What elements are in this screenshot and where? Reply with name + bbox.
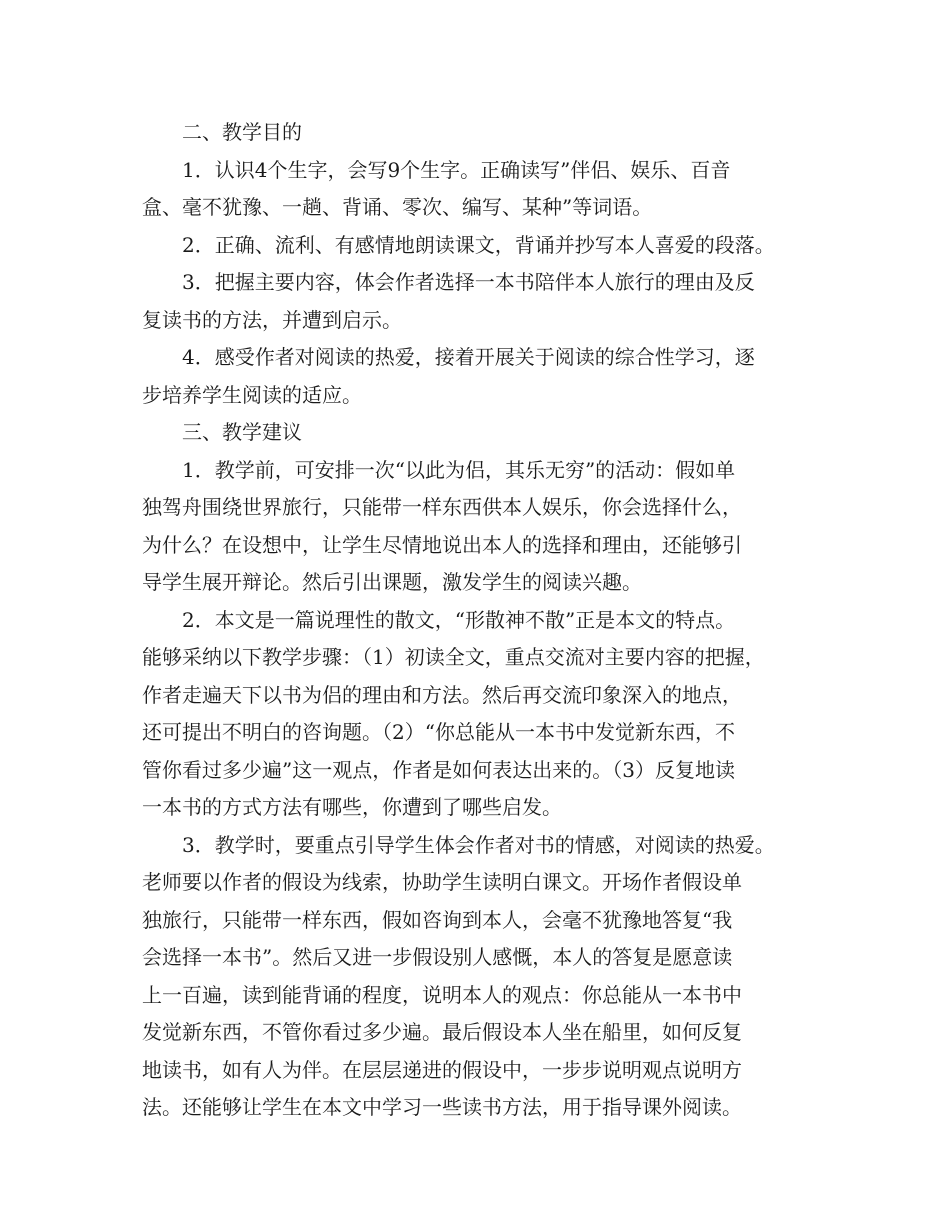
paragraph-line: 3．把握主要内容，体会作者选择一本书陪伴本人旅行的理由及反 bbox=[182, 270, 755, 294]
paragraph-line: 2．本文是一篇说理性的散文，“形散神不散”正是本文的特点。 bbox=[182, 607, 736, 632]
paragraph-line: 法。还能够让学生在本文中学习一些读书方法，用于指导课外阅读。 bbox=[142, 1095, 742, 1119]
paragraph-line: 会选择一本书”。然后又进一步假设别人感慨，本人的答复是愿意读 bbox=[142, 945, 733, 969]
paragraph-line: 步培养学生阅读的适应。 bbox=[142, 382, 362, 407]
paragraph-line: 独旅行，只能带一样东西，假如咨询到本人，会毫不犹豫地答复“我 bbox=[142, 907, 733, 932]
paragraph-line: 1．认识4个生字，会写9个生字。正确读写”伴侣、娱乐、百音 bbox=[182, 157, 731, 182]
paragraph-line: 盒、毫不犹豫、一趟、背诵、零次、编写、某种”等词语。 bbox=[142, 195, 653, 219]
paragraph-line: 导学生展开辩论。然后引出课题，激发学生的阅读兴趣。 bbox=[142, 570, 642, 594]
paragraph-line: 2．正确、流利、有感情地朗读课文，背诵并抄写本人喜爱的段落。 bbox=[182, 232, 775, 257]
paragraph-line: 复读书的方法，并遭到启示。 bbox=[142, 307, 402, 332]
heading-teaching-suggestions: 三、教学建议 bbox=[182, 420, 302, 444]
paragraph-line: 发觉新东西，不管你看过多少遍。最后假设本人坐在船里，如何反复 bbox=[142, 1020, 742, 1044]
paragraph-line: 地读书，如有人为伴。在层层递进的假设中，一步步说明观点说明方 bbox=[142, 1057, 742, 1082]
paragraph-line: 独驾舟围绕世界旅行，只能带一样东西供本人娱乐，你会选择什么， bbox=[142, 495, 742, 519]
paragraph-line: 管你看过多少遍”这一观点，作者是如何表达出来的。（3）反复地读 bbox=[142, 757, 735, 782]
paragraph-line: 上一百遍，读到能背诵的程度，说明本人的观点：你总能从一本书中 bbox=[142, 982, 742, 1007]
paragraph-line: 作者走遍天下以书为侣的理由和方法。然后再交流印象深入的地点， bbox=[142, 682, 742, 707]
paragraph-line: 4．感受作者对阅读的热爱，接着开展关于阅读的综合性学习，逐 bbox=[182, 345, 755, 369]
paragraph-line: 还可提出不明白的咨询题。（2）“你总能从一本书中发觉新东西，不 bbox=[142, 720, 735, 744]
document-body bbox=[142, 114, 812, 1127]
paragraph-line: 一本书的方式方法有哪些，你遭到了哪些启发。 bbox=[142, 795, 562, 819]
paragraph-line: 为什么？在设想中，让学生尽情地说出本人的选择和理由，还能够引 bbox=[142, 532, 742, 557]
paragraph-line: 1．教学前，可安排一次“以此为侣，其乐无穷”的活动：假如单 bbox=[182, 457, 736, 482]
paragraph-line: 3．教学时，要重点引导学生体会作者对书的情感，对阅读的热爱。 bbox=[182, 832, 775, 857]
heading-teaching-goals: 二、教学目的 bbox=[182, 120, 302, 144]
paragraph-line: 能够采纳以下教学步骤：（1）初读全文，重点交流对主要内容的把握， bbox=[142, 645, 765, 669]
paragraph-line: 老师要以作者的假设为线索，协助学生读明白课文。开场作者假设单 bbox=[142, 870, 742, 894]
